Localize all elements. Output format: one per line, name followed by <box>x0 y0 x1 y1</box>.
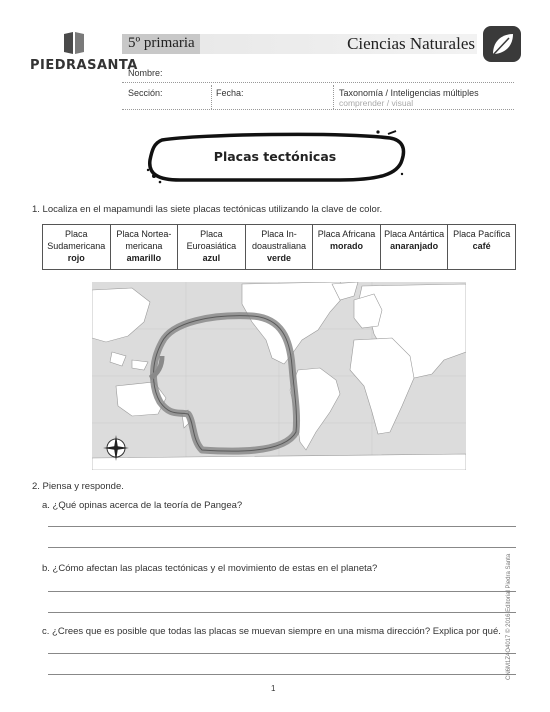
publisher-logo: PIEDRASANTA <box>30 58 138 73</box>
plate-color: verde <box>266 253 291 263</box>
table-cell <box>245 225 313 270</box>
plate-name: Placa In-doaustraliana <box>251 229 306 251</box>
question-a: a. ¿Qué opinas acerca de la teoría de Pangea? <box>42 500 243 511</box>
plate-name: Placa Antártica <box>384 229 445 239</box>
name-field[interactable] <box>122 82 514 83</box>
world-map[interactable] <box>92 282 466 470</box>
plate-name: Placa Pacífica <box>453 229 511 239</box>
plate-color: café <box>472 241 491 251</box>
taxonomy-label: Taxonomía / Inteligencias múltiples <box>339 88 479 98</box>
instruction-2: 2. Piensa y responde. <box>32 481 124 492</box>
divider <box>211 85 212 109</box>
page-title: Placas tectónicas <box>213 149 337 164</box>
date-label: Fecha: <box>216 88 244 98</box>
plate-name: Placa Sudamericana <box>47 229 106 251</box>
map-drawing <box>92 282 466 470</box>
book-icon <box>62 30 86 56</box>
grade-label: 5º primaria <box>128 35 195 51</box>
divider <box>333 85 334 109</box>
answer-line[interactable] <box>48 674 516 675</box>
question-c: c. ¿Crees que es posible que todas las placas se muevan siempre en una misma dirección? Explica por qué. <box>42 626 501 637</box>
answer-line[interactable] <box>48 547 516 548</box>
plate-color: morado <box>330 241 364 251</box>
name-label: Nombre: <box>128 68 163 78</box>
plate-name: Placa Africana <box>317 229 376 239</box>
color-key-table <box>42 224 516 270</box>
table-cell <box>43 225 111 270</box>
table-cell <box>448 225 516 270</box>
subject-title: Ciencias Naturales <box>347 34 475 53</box>
table-cell <box>110 225 178 270</box>
answer-line[interactable] <box>48 526 516 527</box>
compass-rose-icon <box>102 434 130 462</box>
plate-name: Placa Euroasiática <box>186 229 237 251</box>
answer-line[interactable] <box>48 612 516 613</box>
page-number: 1 <box>271 684 276 693</box>
leaf-icon <box>483 26 521 62</box>
section-label: Sección: <box>128 88 163 98</box>
plate-name: Placa Nortea-mericana <box>116 229 172 251</box>
plate-color: azul <box>202 253 221 263</box>
answer-line[interactable] <box>48 591 516 592</box>
table-cell <box>313 225 381 270</box>
table-cell <box>380 225 448 270</box>
taxonomy-sub: comprender / visual <box>339 98 414 108</box>
plate-color: anaranjado <box>390 241 439 251</box>
answer-line[interactable] <box>48 653 516 654</box>
plate-color: amarillo <box>126 253 162 263</box>
question-b: b. ¿Cómo afectan las placas tectónicas y el movimiento de estas en el planeta? <box>42 563 378 574</box>
table-cell <box>178 225 246 270</box>
copyright-side-text: CN6M1Z4O4017 © 2016 Editorial Piedra Santa <box>506 553 512 680</box>
instruction-1: 1. Localiza en el mapamundi las siete placas tectónicas utilizando la clave de color. <box>32 204 383 215</box>
plate-color: rojo <box>67 253 85 263</box>
table-row <box>43 225 516 270</box>
title-banner <box>140 130 400 186</box>
section-date-field[interactable] <box>122 109 514 110</box>
